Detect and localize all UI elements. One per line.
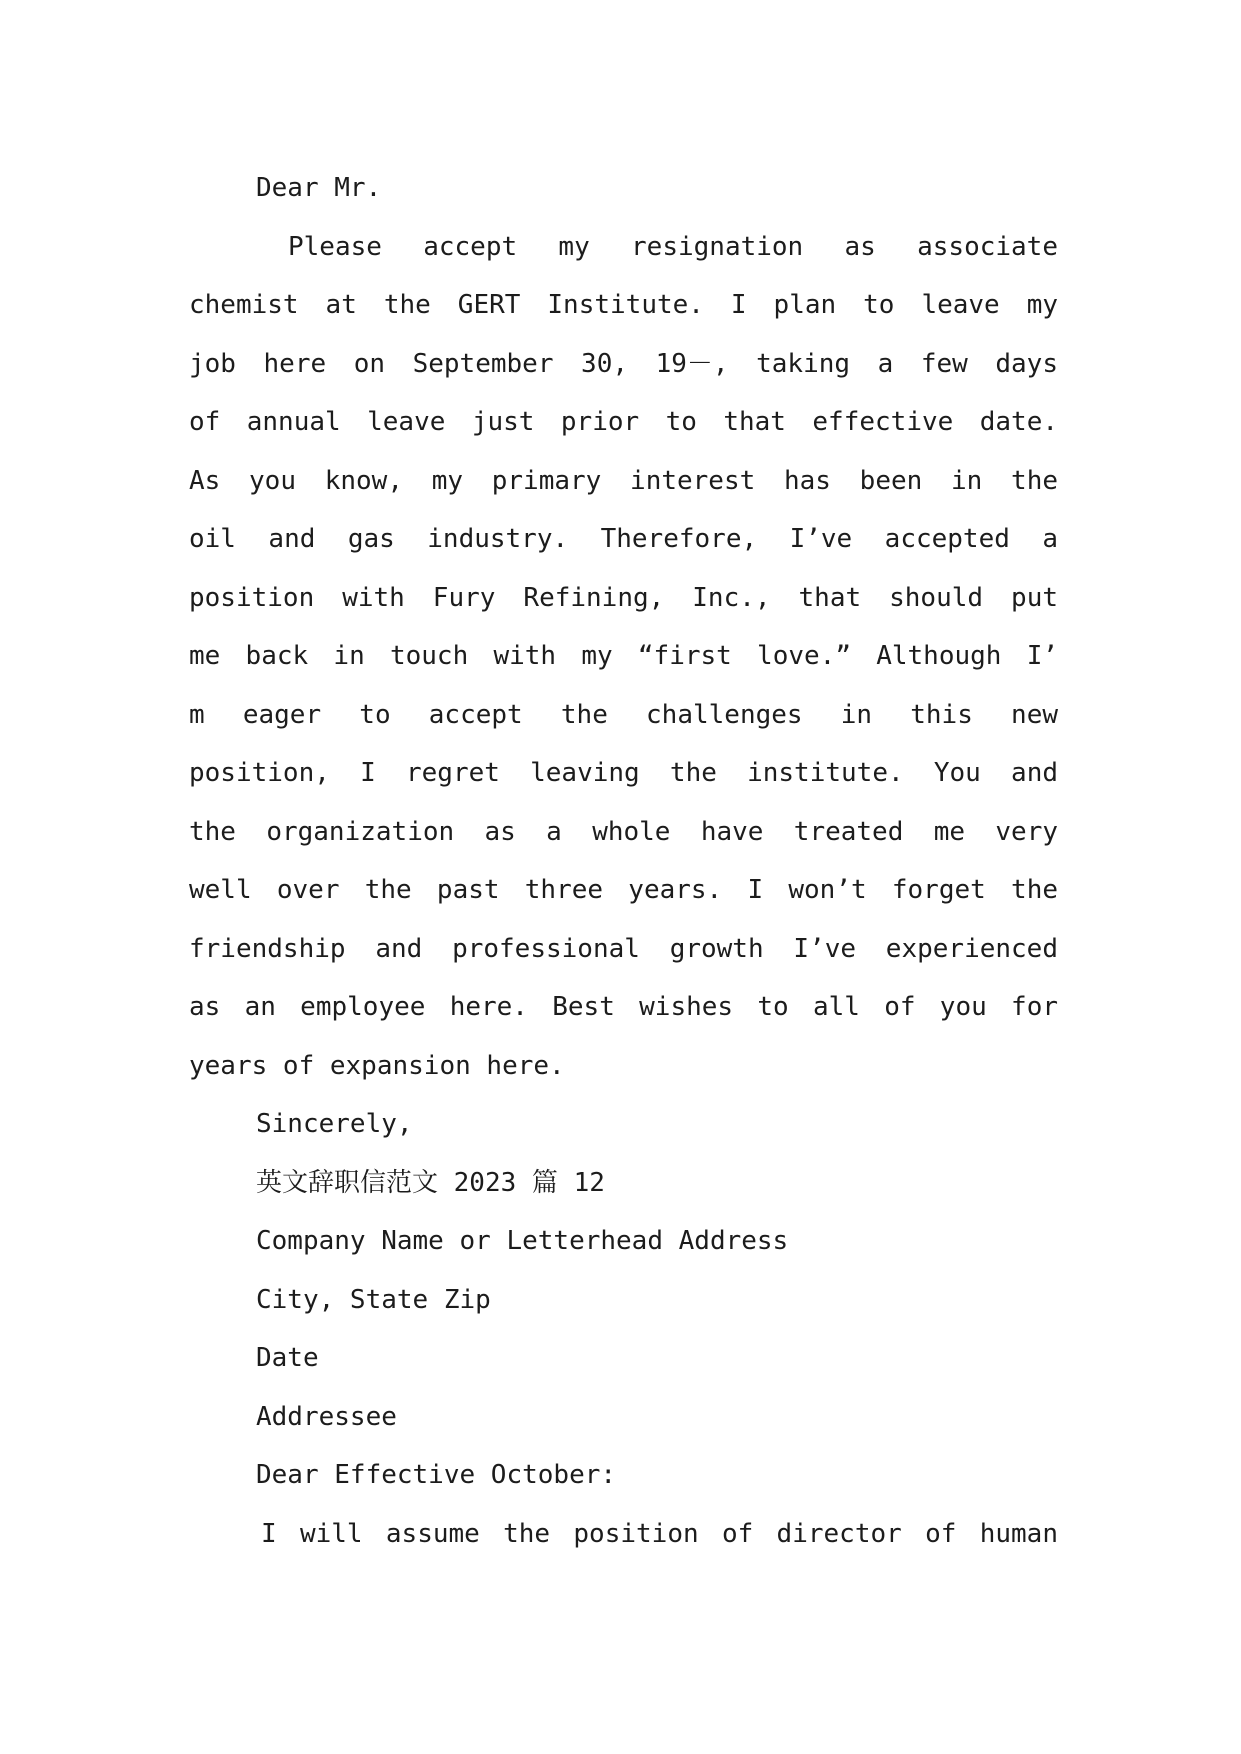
letter1-salutation: Dear Mr. (256, 173, 382, 203)
letter2-body-line: I will assume the position of director of human (261, 1518, 1058, 1549)
letter1-body-line: of annual leave just prior to that effective date. (189, 407, 1058, 437)
letter1-body-line: me back in touch with my “first love.” Although I’ (189, 641, 1058, 671)
letter1-body-line: position with Fury Refining, Inc., that should put (189, 582, 1058, 613)
letter1-body-line: friendship and professional growth I’ve experienced (189, 933, 1058, 964)
letter1-body-line: as an employee here. Best wishes to all of you for (189, 992, 1058, 1022)
letter1-body-line: job here on September 30, 19－, taking a few days (189, 348, 1058, 379)
letter2-salutation: Dear Effective October: (256, 1460, 617, 1490)
letter2-company: Company Name or Letterhead Address (256, 1226, 789, 1256)
letter1-body-line: m eager to accept the challenges in this new (189, 699, 1058, 730)
document-text-column (189, 159, 1058, 1563)
letter1-body-line: Please accept my resignation as associate (288, 231, 1058, 262)
letter1-body-line: the organization as a whole have treated me very (189, 816, 1058, 847)
section-heading: 英文辞职信范文 2023 篇 12 (256, 1167, 605, 1198)
letter1-body-line: well over the past three years. I won’t forget the (189, 875, 1058, 905)
letter1-body-line: oil and gas industry. Therefore, I’ve accepted a (189, 524, 1058, 554)
letter1-body-line: chemist at the GERT Institute. I plan to leave my (189, 290, 1058, 320)
letter2-date: Date (256, 1343, 319, 1373)
letter1-closing: Sincerely, (256, 1109, 413, 1139)
letter2-addressee: Addressee (256, 1401, 397, 1432)
letter1-body-line: years of expansion here. (189, 1050, 565, 1081)
letter1-body-line: As you know, my primary interest has been in the (189, 465, 1058, 496)
letter2-city-line: City, State Zip (256, 1284, 491, 1315)
letter1-body-line: position, I regret leaving the institute. You and (189, 758, 1058, 788)
